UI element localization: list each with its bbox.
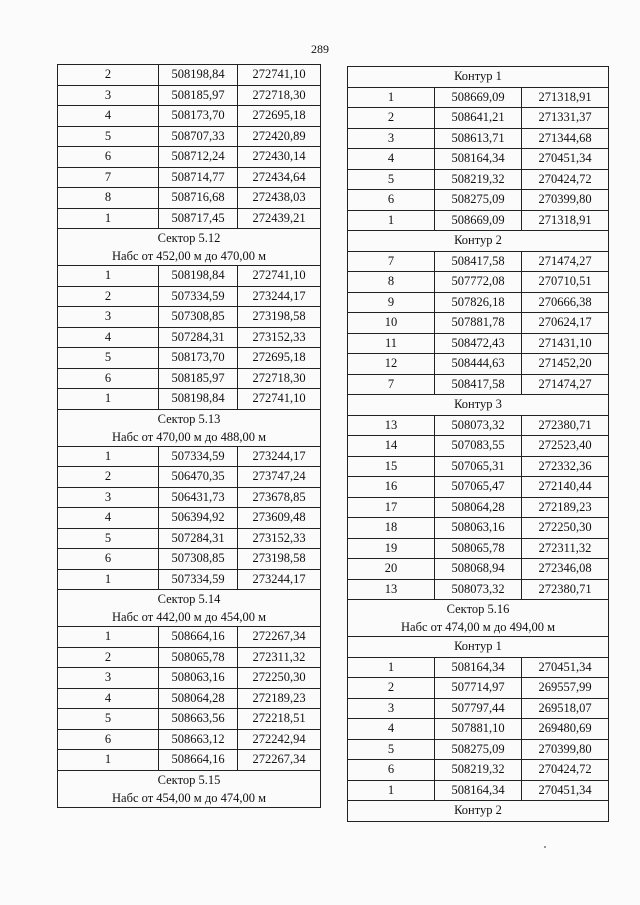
coordinate-row bbox=[58, 167, 321, 188]
y-coordinate-cell: 271318,91 bbox=[522, 210, 609, 231]
point-number-cell: 4 bbox=[58, 508, 159, 529]
coordinate-row bbox=[58, 647, 321, 668]
sector-title: Сектор 5.14 bbox=[157, 592, 221, 606]
point-number-cell: 6 bbox=[348, 760, 435, 781]
x-coordinate-cell: 508198,84 bbox=[159, 65, 238, 86]
x-coordinate-cell: 507797,44 bbox=[435, 698, 522, 719]
x-coordinate-cell: 508219,32 bbox=[435, 760, 522, 781]
x-coordinate-cell: 508712,24 bbox=[159, 147, 238, 168]
x-coordinate-cell: 507308,85 bbox=[159, 307, 238, 328]
x-coordinate-cell: 506431,73 bbox=[159, 487, 238, 508]
coordinate-row bbox=[58, 208, 321, 229]
coordinate-row bbox=[58, 348, 321, 369]
point-number-cell: 1 bbox=[58, 266, 159, 287]
y-coordinate-cell: 272267,34 bbox=[238, 627, 321, 648]
point-number-cell: 1 bbox=[58, 446, 159, 467]
point-number-cell: 7 bbox=[58, 167, 159, 188]
coordinate-row bbox=[58, 709, 321, 730]
point-number-cell: 6 bbox=[58, 729, 159, 750]
y-coordinate-cell: 272430,14 bbox=[238, 147, 321, 168]
point-number-cell: 19 bbox=[348, 538, 435, 559]
coordinate-row bbox=[348, 169, 609, 190]
point-number-cell: 13 bbox=[348, 579, 435, 600]
point-number-cell: 16 bbox=[348, 477, 435, 498]
coordinate-row bbox=[348, 87, 609, 108]
y-coordinate-cell: 270624,17 bbox=[522, 313, 609, 334]
point-number-cell: 11 bbox=[348, 333, 435, 354]
x-coordinate-cell: 507083,55 bbox=[435, 436, 522, 457]
contour-header-row bbox=[348, 67, 609, 88]
coordinate-row bbox=[58, 65, 321, 86]
x-coordinate-cell: 507308,85 bbox=[159, 549, 238, 570]
x-coordinate-cell: 508063,16 bbox=[435, 518, 522, 539]
x-coordinate-cell: 508717,45 bbox=[159, 208, 238, 229]
point-number-cell: 3 bbox=[58, 85, 159, 106]
coordinate-row bbox=[348, 538, 609, 559]
coordinate-row bbox=[348, 698, 609, 719]
coordinate-row bbox=[348, 210, 609, 231]
sector-header bbox=[58, 590, 321, 627]
coordinate-row bbox=[58, 147, 321, 168]
y-coordinate-cell: 271452,20 bbox=[522, 354, 609, 375]
coordinate-row bbox=[58, 688, 321, 709]
scan-speck bbox=[544, 846, 546, 848]
x-coordinate-cell: 508641,21 bbox=[435, 108, 522, 129]
coordinate-row bbox=[58, 549, 321, 570]
coordinate-row bbox=[58, 188, 321, 209]
point-number-cell: 4 bbox=[58, 688, 159, 709]
contour-label: Контур 3 bbox=[348, 395, 609, 416]
y-coordinate-cell: 272420,89 bbox=[238, 126, 321, 147]
x-coordinate-cell: 508669,09 bbox=[435, 87, 522, 108]
y-coordinate-cell: 271331,37 bbox=[522, 108, 609, 129]
x-coordinate-cell: 508068,94 bbox=[435, 559, 522, 580]
sector-header-row bbox=[58, 770, 321, 807]
y-coordinate-cell: 272250,30 bbox=[522, 518, 609, 539]
y-coordinate-cell: 272242,94 bbox=[238, 729, 321, 750]
point-number-cell: 6 bbox=[348, 190, 435, 211]
y-coordinate-cell: 269480,69 bbox=[522, 719, 609, 740]
x-coordinate-cell: 508275,09 bbox=[435, 190, 522, 211]
x-coordinate-cell: 508275,09 bbox=[435, 739, 522, 760]
point-number-cell: 1 bbox=[348, 780, 435, 801]
sector-title: Сектор 5.12 bbox=[157, 231, 221, 245]
point-number-cell: 1 bbox=[58, 627, 159, 648]
x-coordinate-cell: 508173,70 bbox=[159, 106, 238, 127]
y-coordinate-cell: 272346,08 bbox=[522, 559, 609, 580]
y-coordinate-cell: 272439,21 bbox=[238, 208, 321, 229]
coordinate-row bbox=[58, 307, 321, 328]
sector-depth-range: Набс от 454,00 м до 474,00 м bbox=[112, 790, 266, 805]
point-number-cell: 7 bbox=[348, 251, 435, 272]
x-coordinate-cell: 508663,12 bbox=[159, 729, 238, 750]
x-coordinate-cell: 508707,33 bbox=[159, 126, 238, 147]
sector-header bbox=[58, 409, 321, 446]
point-number-cell: 5 bbox=[348, 739, 435, 760]
coordinate-row bbox=[348, 313, 609, 334]
contour-header-row bbox=[348, 231, 609, 252]
point-number-cell: 13 bbox=[348, 415, 435, 436]
sector-depth-range: Набс от 474,00 м до 494,00 м bbox=[401, 620, 555, 634]
coordinate-row bbox=[348, 739, 609, 760]
contour-header-row bbox=[348, 801, 609, 822]
point-number-cell: 1 bbox=[348, 87, 435, 108]
coordinate-row bbox=[58, 85, 321, 106]
y-coordinate-cell: 272741,10 bbox=[238, 389, 321, 410]
coordinate-row bbox=[348, 128, 609, 149]
x-coordinate-cell: 508714,77 bbox=[159, 167, 238, 188]
coordinate-row bbox=[58, 368, 321, 389]
x-coordinate-cell: 507881,10 bbox=[435, 719, 522, 740]
point-number-cell: 3 bbox=[348, 128, 435, 149]
sector-header bbox=[58, 229, 321, 266]
y-coordinate-cell: 272311,32 bbox=[238, 647, 321, 668]
right-coordinate-table bbox=[347, 66, 609, 822]
y-coordinate-cell: 272434,64 bbox=[238, 167, 321, 188]
sector-title: Сектор 5.16 bbox=[446, 602, 510, 616]
coordinate-row bbox=[58, 569, 321, 590]
coordinate-row bbox=[348, 579, 609, 600]
y-coordinate-cell: 271318,91 bbox=[522, 87, 609, 108]
sector-header bbox=[58, 770, 321, 807]
y-coordinate-cell: 272523,40 bbox=[522, 436, 609, 457]
x-coordinate-cell: 507334,59 bbox=[159, 446, 238, 467]
coordinate-row bbox=[58, 286, 321, 307]
y-coordinate-cell: 272250,30 bbox=[238, 668, 321, 689]
y-coordinate-cell: 272380,71 bbox=[522, 579, 609, 600]
y-coordinate-cell: 272438,03 bbox=[238, 188, 321, 209]
x-coordinate-cell: 508219,32 bbox=[435, 169, 522, 190]
coordinate-row bbox=[58, 750, 321, 771]
y-coordinate-cell: 273747,24 bbox=[238, 467, 321, 488]
point-number-cell: 6 bbox=[58, 147, 159, 168]
x-coordinate-cell: 506470,35 bbox=[159, 467, 238, 488]
left-table-body bbox=[58, 65, 321, 808]
x-coordinate-cell: 508663,56 bbox=[159, 709, 238, 730]
point-number-cell: 8 bbox=[348, 272, 435, 293]
sector-depth-range: Набс от 442,00 м до 454,00 м bbox=[112, 610, 266, 624]
point-number-cell: 1 bbox=[58, 389, 159, 410]
coordinate-row bbox=[348, 760, 609, 781]
coordinate-row bbox=[348, 719, 609, 740]
coordinate-row bbox=[58, 627, 321, 648]
y-coordinate-cell: 270451,34 bbox=[522, 780, 609, 801]
y-coordinate-cell: 270399,80 bbox=[522, 190, 609, 211]
y-coordinate-cell: 273244,17 bbox=[238, 286, 321, 307]
coordinate-row bbox=[348, 559, 609, 580]
point-number-cell: 20 bbox=[348, 559, 435, 580]
y-coordinate-cell: 272695,18 bbox=[238, 106, 321, 127]
x-coordinate-cell: 508417,58 bbox=[435, 251, 522, 272]
y-coordinate-cell: 270399,80 bbox=[522, 739, 609, 760]
point-number-cell: 7 bbox=[348, 374, 435, 395]
point-number-cell: 14 bbox=[348, 436, 435, 457]
coordinate-row bbox=[348, 108, 609, 129]
coordinate-row bbox=[58, 106, 321, 127]
point-number-cell: 1 bbox=[348, 210, 435, 231]
x-coordinate-cell: 508444,63 bbox=[435, 354, 522, 375]
coordinate-row bbox=[348, 456, 609, 477]
x-coordinate-cell: 508173,70 bbox=[159, 348, 238, 369]
page-number: 289 bbox=[311, 42, 329, 56]
y-coordinate-cell: 270451,34 bbox=[522, 149, 609, 170]
point-number-cell: 12 bbox=[348, 354, 435, 375]
x-coordinate-cell: 508664,16 bbox=[159, 627, 238, 648]
y-coordinate-cell: 272741,10 bbox=[238, 65, 321, 86]
point-number-cell: 2 bbox=[58, 286, 159, 307]
point-number-cell: 5 bbox=[58, 709, 159, 730]
y-coordinate-cell: 272741,10 bbox=[238, 266, 321, 287]
coordinate-row bbox=[348, 678, 609, 699]
y-coordinate-cell: 269557,99 bbox=[522, 678, 609, 699]
coordinate-row bbox=[58, 467, 321, 488]
y-coordinate-cell: 270451,34 bbox=[522, 657, 609, 678]
coordinate-row bbox=[58, 528, 321, 549]
sector-title: Сектор 5.13 bbox=[157, 411, 221, 426]
y-coordinate-cell: 270666,38 bbox=[522, 292, 609, 313]
coordinate-row bbox=[58, 446, 321, 467]
point-number-cell: 3 bbox=[58, 487, 159, 508]
coordinate-row bbox=[348, 497, 609, 518]
y-coordinate-cell: 273244,17 bbox=[238, 569, 321, 590]
x-coordinate-cell: 508198,84 bbox=[159, 389, 238, 410]
x-coordinate-cell: 508063,16 bbox=[159, 668, 238, 689]
sector-title: Сектор 5.15 bbox=[157, 772, 221, 787]
y-coordinate-cell: 273152,33 bbox=[238, 528, 321, 549]
contour-label: Контур 1 bbox=[348, 637, 609, 658]
point-number-cell: 4 bbox=[348, 149, 435, 170]
y-coordinate-cell: 271474,27 bbox=[522, 374, 609, 395]
x-coordinate-cell: 507334,59 bbox=[159, 286, 238, 307]
x-coordinate-cell: 508716,68 bbox=[159, 188, 238, 209]
y-coordinate-cell: 273198,58 bbox=[238, 307, 321, 328]
point-number-cell: 8 bbox=[58, 188, 159, 209]
point-number-cell: 15 bbox=[348, 456, 435, 477]
coordinate-row bbox=[58, 126, 321, 147]
x-coordinate-cell: 507284,31 bbox=[159, 327, 238, 348]
point-number-cell: 5 bbox=[58, 348, 159, 369]
y-coordinate-cell: 273198,58 bbox=[238, 549, 321, 570]
x-coordinate-cell: 507334,59 bbox=[159, 569, 238, 590]
coordinate-row bbox=[348, 333, 609, 354]
point-number-cell: 10 bbox=[348, 313, 435, 334]
point-number-cell: 3 bbox=[58, 668, 159, 689]
x-coordinate-cell: 507714,97 bbox=[435, 678, 522, 699]
contour-label: Контур 2 bbox=[348, 231, 609, 252]
x-coordinate-cell: 507065,31 bbox=[435, 456, 522, 477]
contour-header-row bbox=[348, 395, 609, 416]
y-coordinate-cell: 270710,51 bbox=[522, 272, 609, 293]
point-number-cell: 3 bbox=[348, 698, 435, 719]
x-coordinate-cell: 508164,34 bbox=[435, 149, 522, 170]
sector-header-row bbox=[58, 229, 321, 266]
coordinate-row bbox=[348, 374, 609, 395]
coordinate-row bbox=[348, 272, 609, 293]
x-coordinate-cell: 508613,71 bbox=[435, 128, 522, 149]
sector-depth-range: Набс от 470,00 м до 488,00 м bbox=[112, 429, 266, 444]
sector-header bbox=[348, 600, 609, 637]
point-number-cell: 5 bbox=[58, 126, 159, 147]
left-coordinate-table bbox=[57, 64, 319, 808]
coordinate-row bbox=[58, 508, 321, 529]
coordinate-row bbox=[348, 436, 609, 457]
x-coordinate-cell: 508064,28 bbox=[435, 497, 522, 518]
point-number-cell: 6 bbox=[58, 368, 159, 389]
point-number-cell: 4 bbox=[58, 106, 159, 127]
x-coordinate-cell: 507881,78 bbox=[435, 313, 522, 334]
sector-header-row bbox=[58, 409, 321, 446]
coordinate-row bbox=[348, 415, 609, 436]
point-number-cell: 1 bbox=[58, 208, 159, 229]
contour-header-row bbox=[348, 637, 609, 658]
x-coordinate-cell: 508417,58 bbox=[435, 374, 522, 395]
coordinate-row bbox=[58, 729, 321, 750]
coordinate-row bbox=[58, 327, 321, 348]
coordinate-row bbox=[58, 389, 321, 410]
y-coordinate-cell: 272718,30 bbox=[238, 368, 321, 389]
y-coordinate-cell: 271431,10 bbox=[522, 333, 609, 354]
point-number-cell: 2 bbox=[58, 65, 159, 86]
coordinate-row bbox=[58, 487, 321, 508]
contour-label: Контур 2 bbox=[348, 801, 609, 822]
y-coordinate-cell: 272332,36 bbox=[522, 456, 609, 477]
point-number-cell: 6 bbox=[58, 549, 159, 570]
x-coordinate-cell: 508073,32 bbox=[435, 415, 522, 436]
x-coordinate-cell: 507065,47 bbox=[435, 477, 522, 498]
point-number-cell: 2 bbox=[348, 678, 435, 699]
coordinate-row bbox=[348, 780, 609, 801]
point-number-cell: 4 bbox=[58, 327, 159, 348]
sector-header-row bbox=[58, 590, 321, 627]
point-number-cell: 2 bbox=[348, 108, 435, 129]
x-coordinate-cell: 508198,84 bbox=[159, 266, 238, 287]
y-coordinate-cell: 272695,18 bbox=[238, 348, 321, 369]
point-number-cell: 18 bbox=[348, 518, 435, 539]
y-coordinate-cell: 272311,32 bbox=[522, 538, 609, 559]
x-coordinate-cell: 507772,08 bbox=[435, 272, 522, 293]
sector-depth-range: Набс от 452,00 м до 470,00 м bbox=[112, 249, 266, 263]
contour-label: Контур 1 bbox=[348, 67, 609, 88]
y-coordinate-cell: 273152,33 bbox=[238, 327, 321, 348]
point-number-cell: 17 bbox=[348, 497, 435, 518]
y-coordinate-cell: 272718,30 bbox=[238, 85, 321, 106]
x-coordinate-cell: 508185,97 bbox=[159, 85, 238, 106]
y-coordinate-cell: 269518,07 bbox=[522, 698, 609, 719]
y-coordinate-cell: 272380,71 bbox=[522, 415, 609, 436]
x-coordinate-cell: 508185,97 bbox=[159, 368, 238, 389]
point-number-cell: 1 bbox=[348, 657, 435, 678]
x-coordinate-cell: 508472,43 bbox=[435, 333, 522, 354]
coordinate-row bbox=[58, 668, 321, 689]
x-coordinate-cell: 508164,34 bbox=[435, 657, 522, 678]
point-number-cell: 1 bbox=[58, 750, 159, 771]
y-coordinate-cell: 271474,27 bbox=[522, 251, 609, 272]
point-number-cell: 2 bbox=[58, 467, 159, 488]
x-coordinate-cell: 508065,78 bbox=[159, 647, 238, 668]
point-number-cell: 9 bbox=[348, 292, 435, 313]
y-coordinate-cell: 272218,51 bbox=[238, 709, 321, 730]
x-coordinate-cell: 508064,28 bbox=[159, 688, 238, 709]
y-coordinate-cell: 272189,23 bbox=[238, 688, 321, 709]
y-coordinate-cell: 273678,85 bbox=[238, 487, 321, 508]
y-coordinate-cell: 271344,68 bbox=[522, 128, 609, 149]
y-coordinate-cell: 272267,34 bbox=[238, 750, 321, 771]
x-coordinate-cell: 508664,16 bbox=[159, 750, 238, 771]
point-number-cell: 5 bbox=[58, 528, 159, 549]
coordinate-row bbox=[348, 354, 609, 375]
coordinate-row bbox=[348, 190, 609, 211]
coordinate-row bbox=[58, 266, 321, 287]
y-coordinate-cell: 273244,17 bbox=[238, 446, 321, 467]
x-coordinate-cell: 508164,34 bbox=[435, 780, 522, 801]
point-number-cell: 1 bbox=[58, 569, 159, 590]
x-coordinate-cell: 506394,92 bbox=[159, 508, 238, 529]
coordinate-row bbox=[348, 149, 609, 170]
y-coordinate-cell: 272140,44 bbox=[522, 477, 609, 498]
x-coordinate-cell: 507826,18 bbox=[435, 292, 522, 313]
y-coordinate-cell: 273609,48 bbox=[238, 508, 321, 529]
x-coordinate-cell: 508065,78 bbox=[435, 538, 522, 559]
coordinate-row bbox=[348, 251, 609, 272]
y-coordinate-cell: 270424,72 bbox=[522, 760, 609, 781]
point-number-cell: 2 bbox=[58, 647, 159, 668]
coordinate-row bbox=[348, 292, 609, 313]
point-number-cell: 3 bbox=[58, 307, 159, 328]
sector-header-row bbox=[348, 600, 609, 637]
y-coordinate-cell: 270424,72 bbox=[522, 169, 609, 190]
x-coordinate-cell: 508073,32 bbox=[435, 579, 522, 600]
coordinate-row bbox=[348, 477, 609, 498]
x-coordinate-cell: 508669,09 bbox=[435, 210, 522, 231]
coordinate-row bbox=[348, 518, 609, 539]
right-table-body bbox=[348, 67, 609, 822]
y-coordinate-cell: 272189,23 bbox=[522, 497, 609, 518]
x-coordinate-cell: 507284,31 bbox=[159, 528, 238, 549]
point-number-cell: 5 bbox=[348, 169, 435, 190]
coordinate-row bbox=[348, 657, 609, 678]
point-number-cell: 4 bbox=[348, 719, 435, 740]
